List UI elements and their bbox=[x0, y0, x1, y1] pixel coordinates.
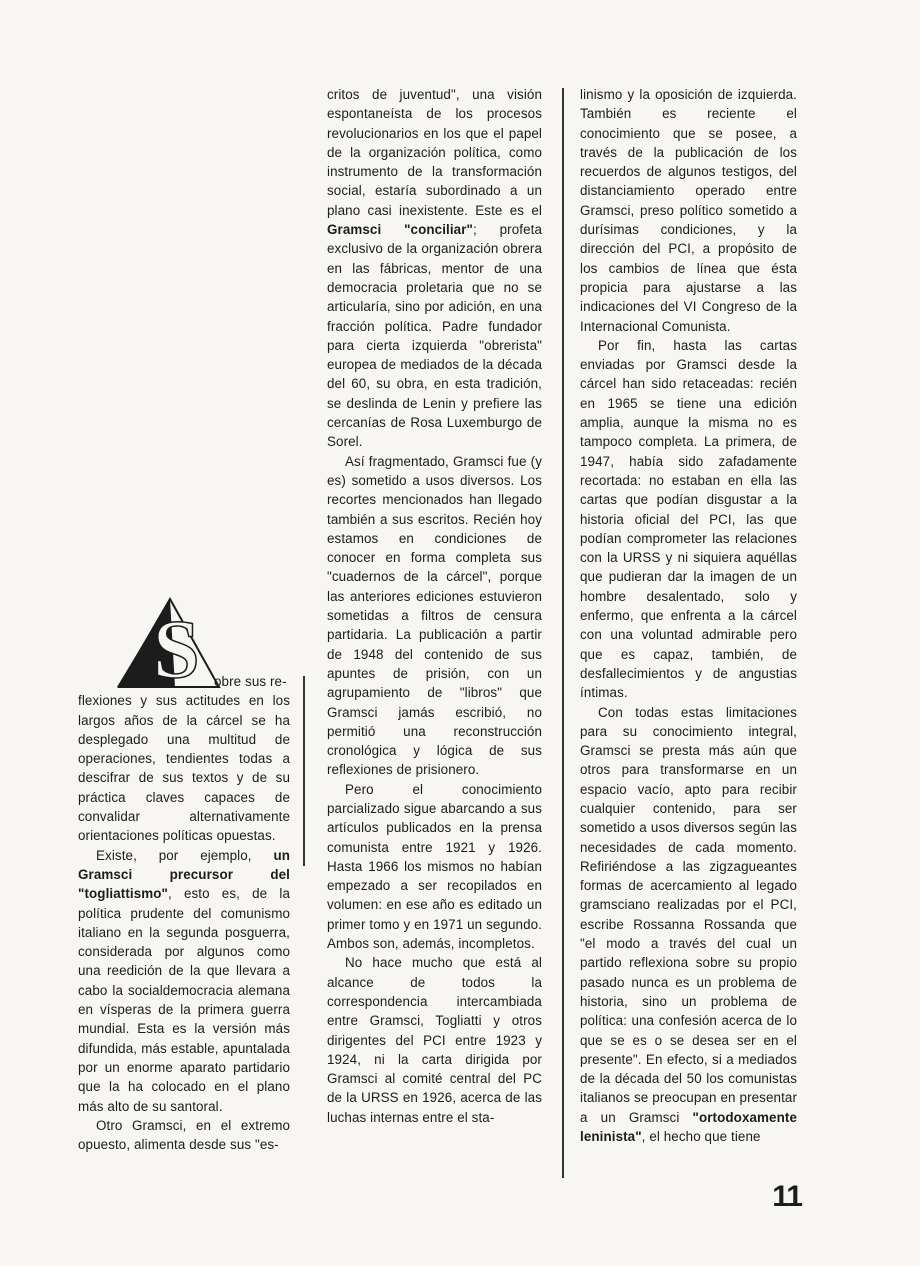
paragraph-10-text-a: Con todas estas limitaciones para su conocimiento integral, Gramsci se presta más aún que otros para transformarse en un espacio vacío, apto para recibir cualquier contenido, para ser sometido a usos diversos según las necesidades de cada momento. Refiriéndose a las zigzagueantes formas de acercamiento al legado gramsciano realizadas por el PCI, escribe Rossanna Rossanda que "el modo a través del cual un partido reflexiona sobre su propio pasado nunca es un problema de historia, sino un problema de política: una confesión acerca de lo que se es o se desea ser en el presente". En efecto, si a mediados de la década del 50 los comunistas italianos se preocupan en presentar a un Gramsci bbox=[580, 704, 797, 1125]
emphasis-togliattismo: un Gramsci precursor del "togliattismo" bbox=[78, 847, 290, 902]
paragraph-7: No hace mucho que está al alcance de todos la correspondencia intercambiada entre Gramsci, Togliatti y otros dirigentes del PCI entre 1923 y 1924, ni la carta dirigida por Gramsci al comité central del PC de la URSS en 1926, acerca de las luchas internas entre el sta- bbox=[327, 955, 542, 1125]
column-2 bbox=[327, 85, 542, 1127]
paragraph-1-text: flexiones y sus actitudes en los largos años de la cárcel se ha desplegado una multitud de operaciones, tendientes todas a descifrar de sus textos y de su práctica claves capaces de convalidar alternativamente orientaciones políticas opuestas. bbox=[78, 693, 290, 844]
page-number: 11 bbox=[772, 1180, 802, 1213]
column-1 bbox=[78, 672, 290, 1154]
paragraph-5: Así fragmentado, Gramsci fue (y es) sometido a usos diversos. Los recortes mencionados han llegado también a sus escritos. Recién hoy estamos en condiciones de conocer en forma completa sus "cuadernos de la cárcel", porque las anteriores ediciones estuvieron sometidas a filtros de censura partidaria. La publicación a partir de 1948 del contenido de sus apuntes de prisión, con un agrupamiento de "libros" que Gramsci jamás escribió, no permitió una reconstrucción cronológica y lógica de sus reflexiones de prisionero. bbox=[327, 453, 542, 778]
paragraph-1 bbox=[78, 672, 290, 846]
dropcap-lead-text: obre sus re- bbox=[214, 674, 287, 689]
dropcap-letter: S bbox=[153, 603, 200, 689]
paragraph-10 bbox=[580, 703, 797, 1147]
paragraph-4 bbox=[327, 85, 542, 452]
paragraph-2 bbox=[78, 846, 290, 1116]
paragraph-2-text-a: Existe, por ejemplo, bbox=[96, 847, 274, 863]
paragraph-2-text-c: , esto es, de la política prudente del comunismo italiano en la segunda posguerra, considerada por algunos como una reedición de la que llevara a cabo la socialdemocracia alemana en vísperas de la primera guerra mundial. Esta es la versión más difundida, más estable, apuntalada por un enorme aparato partidario que la ha colocado en el plano más alto de su santoral. bbox=[78, 886, 290, 1114]
emphasis-gramsci-conciliar: Gramsci "conciliar" bbox=[327, 222, 473, 238]
paragraph-9: Por fin, hasta las cartas enviadas por Gramsci desde la cárcel han sido retaceadas: recién en 1965 se tiene una edición amplia, aunque la misma no es tampoco completa. La primera, de 1947, había sido zafadamente recortada: no estaban en ella las cartas que podían disgustar a la historia oficial del PCI, las que podían comprometer las relaciones con la URSS y ni siquiera aquéllas que pudieran dar la imagen de un hombre desalentado, solo y enfermo, que enfrenta a la cárcel con una voluntad admirable pero que es capaz, también, de desfallecimientos y de angustias íntimas. bbox=[580, 337, 797, 701]
paragraph-10-text-c: , el hecho que tiene bbox=[641, 1129, 761, 1145]
paragraph-4-text-c: ; profeta exclusivo de la organización obrera en las fábricas, mentor de una democracia proletaria que no se articularía, sino por adición, en una fracción política. Padre fundador para cierta izquierda "obrerista" europea de mediados de la década del 60, su obra, en esta tradición, se deslinda de Lenin y prefiere las cercanías de Rosa Luxemburgo de Sorel. bbox=[327, 222, 542, 450]
paragraph-8: linismo y la oposición de izquierda. También es reciente el conocimiento que se posee, a través de la publicación de los recuerdos de algunos testigos, del distanciamiento operado entre Gramsci, preso político sometido a durísimas condiciones, y la dirección del PCI, a propósito de los cambios de línea que ésta propicia para ajustarse a las indicaciones del VI Congreso de la Internacional Comunista. bbox=[580, 87, 797, 334]
paragraph-3: Otro Gramsci, en el extremo opuesto, alimenta desde sus "es- bbox=[78, 1117, 290, 1153]
column-divider-2 bbox=[562, 88, 564, 1178]
column-divider-1 bbox=[303, 676, 305, 866]
paragraph-4-text-a: critos de juventud", una visión espontaneísta de los procesos revolucionarios en los que el papel de la organización política, como instrumento de la transformación social, estaría subordinado a un plano casi inexistente. Este es el bbox=[327, 87, 542, 218]
emphasis-ortodoxamente-leninista: "ortodoxamente leninista" bbox=[580, 1109, 797, 1145]
column-3 bbox=[580, 85, 797, 1146]
paragraph-6: Pero el conocimiento parcializado sigue abarcando a sus artículos publicados en la prensa comunista entre 1921 y 1926. Hasta 1966 los mismos no habían empezado a ser recopilados en volumen: en ese año es editado un primer tomo y en 1971 un segundo. Ambos son, además, incompletos. bbox=[327, 781, 542, 952]
